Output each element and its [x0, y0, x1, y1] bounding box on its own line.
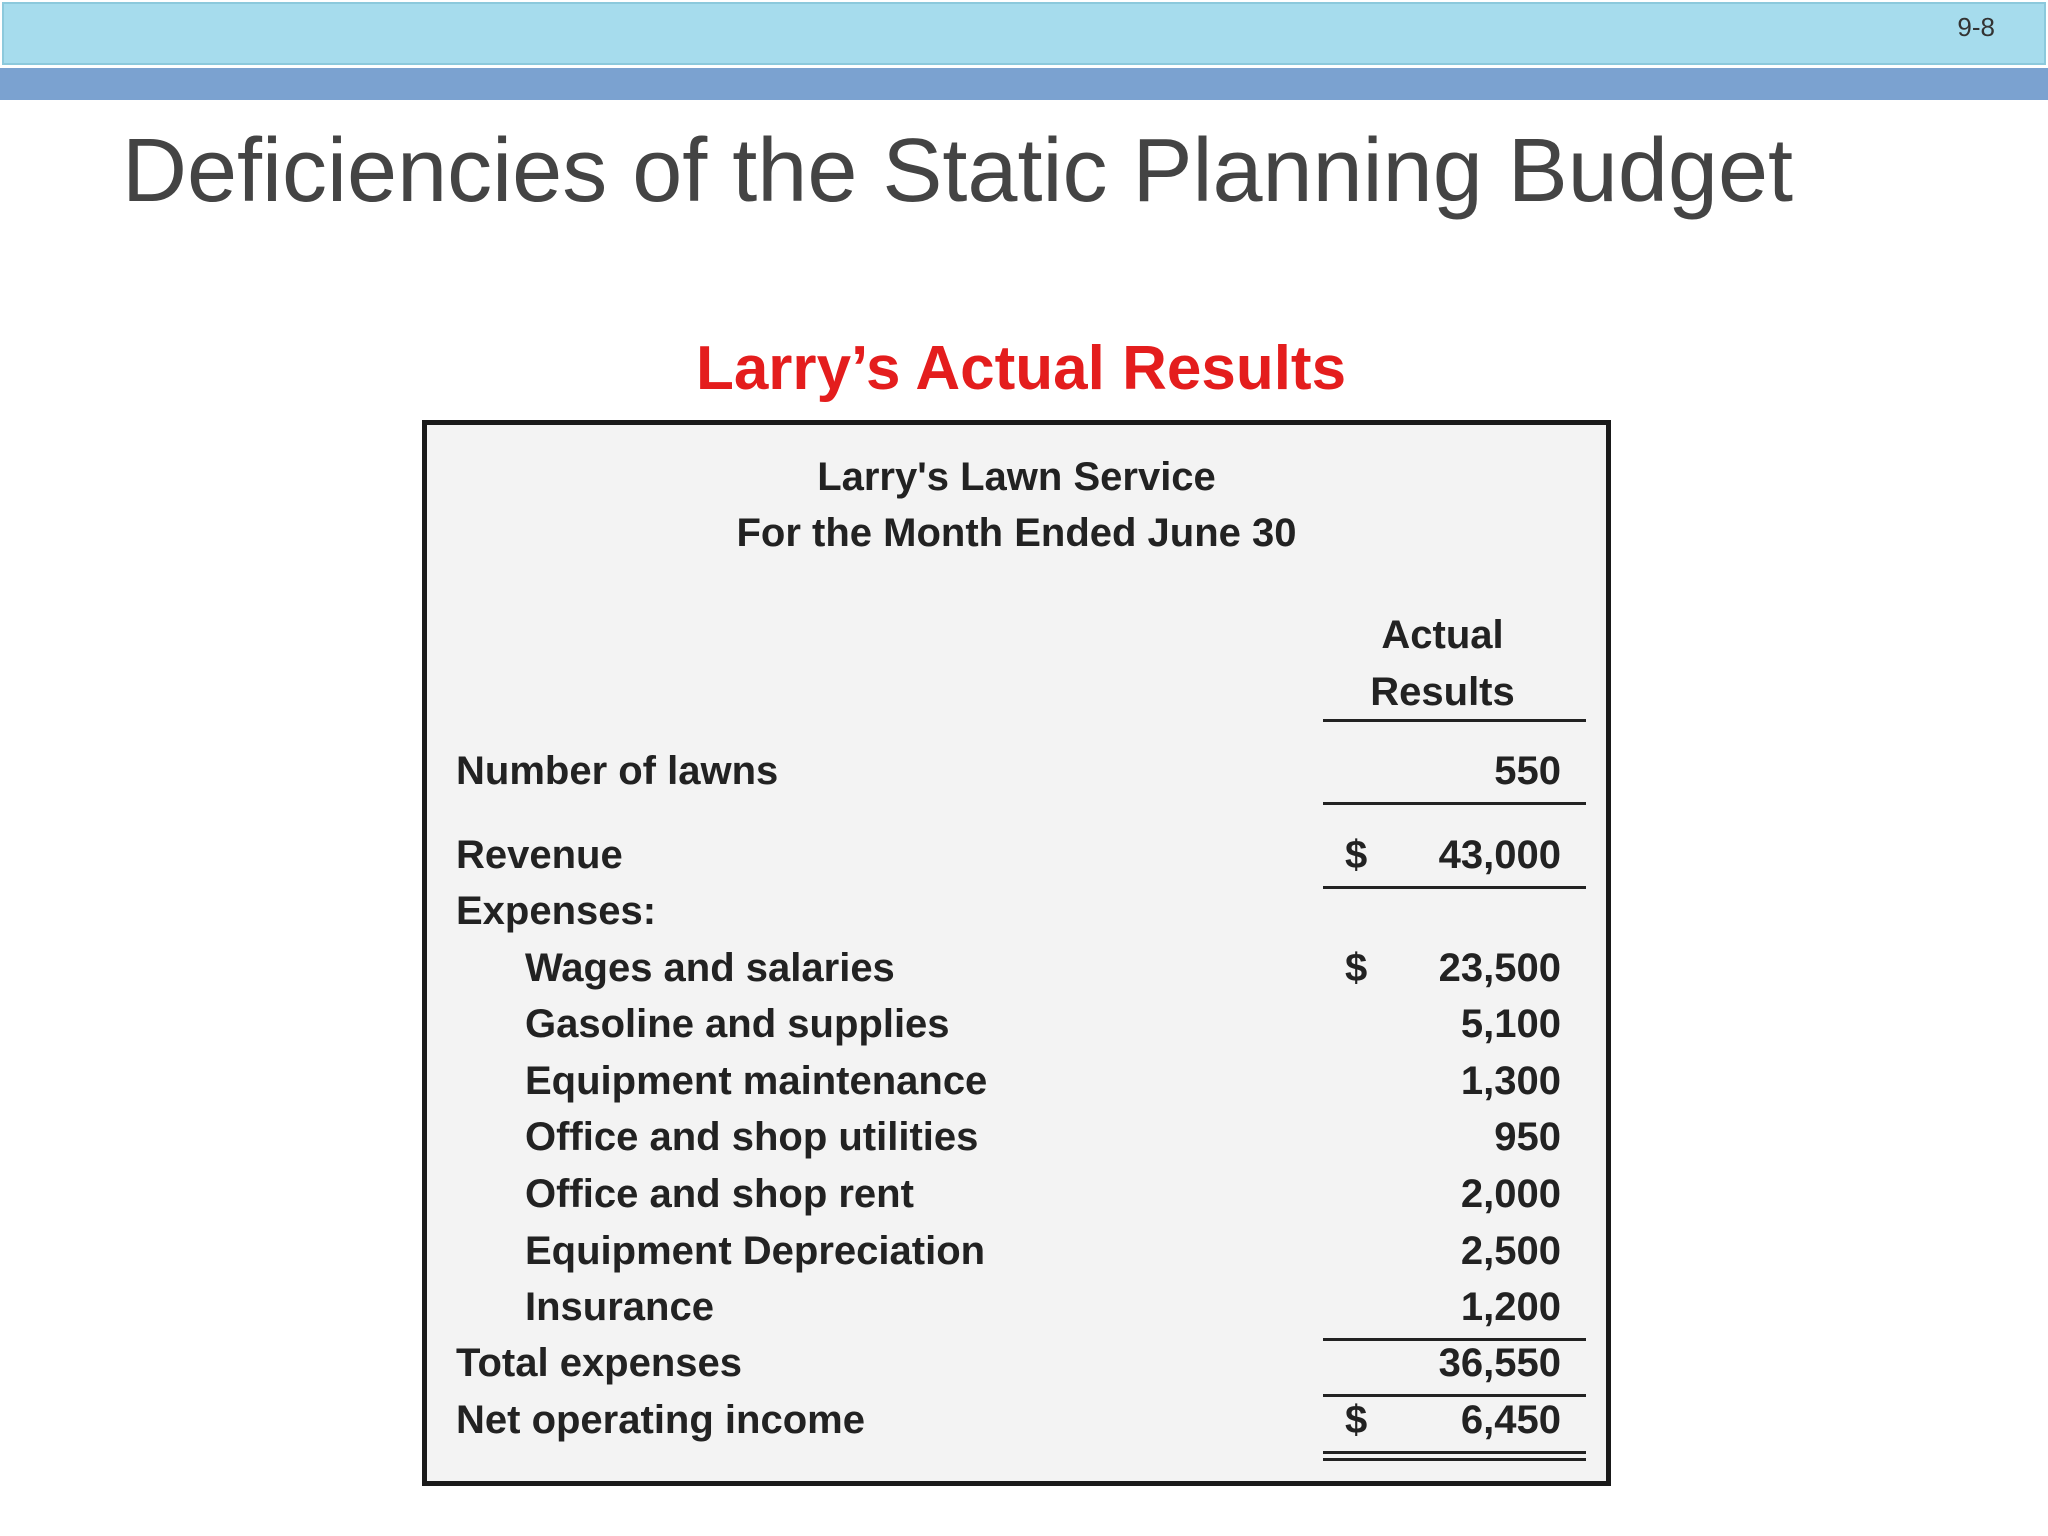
row-value-rent: 2,000: [1460, 1172, 1561, 1216]
row-value-gasoline: 5,100: [1460, 1002, 1561, 1046]
slide-accent-band: [0, 68, 2048, 100]
slide-subtitle: [0, 333, 2048, 404]
slide-title: Deficiencies of the Static Planning Budget: [122, 121, 1794, 221]
row-label-net-operating-income: Net operating income: [456, 1398, 865, 1442]
row-value-depreciation: 2,500: [1460, 1229, 1561, 1273]
row-label-revenue: Revenue: [456, 833, 623, 877]
column-header-line-2: Results: [1370, 670, 1515, 714]
row-value-revenue: 43,000: [1438, 833, 1561, 877]
row-value-number-of-lawns: 550: [1494, 749, 1561, 793]
total-underline: [1323, 1394, 1586, 1397]
row-value-net-operating-income: 6,450: [1460, 1398, 1561, 1442]
row-dollar-net-operating-income: $: [1345, 1398, 1368, 1442]
revenue-underline: [1323, 886, 1586, 889]
row-label-expenses: Expenses:: [456, 889, 657, 933]
row-label-total-expenses: Total expenses: [456, 1341, 743, 1385]
income-statement: [422, 420, 1611, 1486]
header-underline: [1323, 719, 1586, 722]
row-value-total-expenses: 36,550: [1438, 1341, 1561, 1385]
row-label-insurance: Insurance: [525, 1285, 714, 1329]
net-income-double-underline-top: [1323, 1451, 1586, 1454]
row-label-wages: Wages and salaries: [525, 946, 895, 990]
row-value-insurance: 1,200: [1460, 1285, 1561, 1329]
statement-period: For the Month Ended June 30: [736, 511, 1297, 555]
row-label-rent: Office and shop rent: [525, 1172, 914, 1216]
row-label-depreciation: Equipment Depreciation: [525, 1229, 986, 1273]
row-value-utilities: 950: [1494, 1115, 1561, 1159]
statement-company: Larry's Lawn Service: [817, 455, 1216, 499]
row-dollar-wages: $: [1345, 946, 1368, 990]
row-label-equipment-maintenance: Equipment maintenance: [525, 1059, 988, 1103]
row-label-utilities: Office and shop utilities: [525, 1115, 979, 1159]
net-income-double-underline-bottom: [1323, 1458, 1586, 1461]
lawns-underline: [1323, 802, 1586, 805]
row-value-wages: 23,500: [1438, 946, 1561, 990]
slide-header-band: [2, 2, 2046, 65]
slide-number: 9-8: [1957, 12, 1995, 42]
column-header-line-1: Actual: [1381, 613, 1504, 657]
row-label-gasoline: Gasoline and supplies: [525, 1002, 950, 1046]
row-dollar-revenue: $: [1345, 833, 1368, 877]
row-value-equipment-maintenance: 1,300: [1460, 1059, 1561, 1103]
row-label-number-of-lawns: Number of lawns: [456, 749, 779, 793]
slide-subtitle-text: Larry’s Actual Results: [695, 334, 1347, 403]
